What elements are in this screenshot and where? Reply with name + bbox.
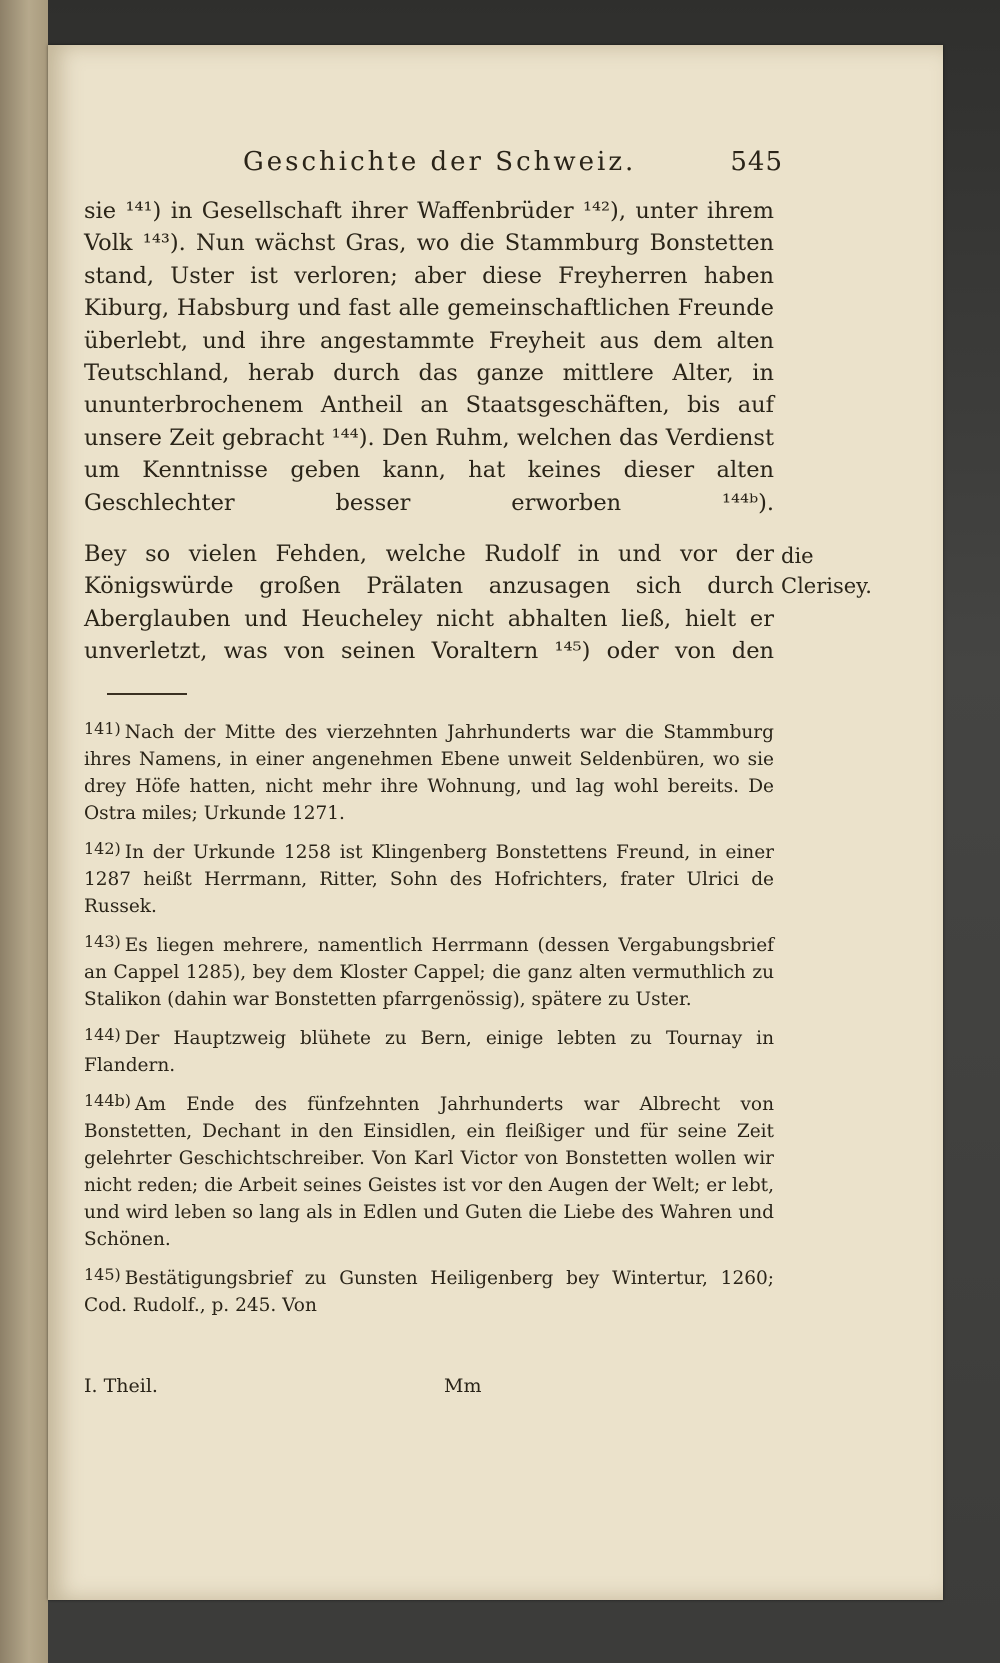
footnote	[84, 835, 774, 920]
footnote-text: Der Hauptzweig blühete zu Bern, einige lebten zu Tournay in Flandern.	[84, 1028, 774, 1076]
footnote-text: Bestätigungsbrief zu Gunsten Heiligenberg bey Wintertur, 1260; Cod. Rudolf., p. 245. Von	[84, 1268, 774, 1316]
paragraph-2-text: Bey so vielen Fehden, welche Rudolf in und vor der Königswürde großen Prälaten anzusagen sich durch Aberglauben und Heucheley nicht abhalten ließ, hielt er unverletzt, was von seinen Voraltern ¹⁴⁵) oder von den	[84, 541, 774, 665]
footnote-ref: 143)	[84, 932, 121, 951]
footnote-ref: 145)	[84, 1265, 121, 1284]
footnotes	[84, 715, 774, 1327]
footnote	[84, 715, 774, 827]
page-number: 545	[730, 147, 783, 177]
footnote-text: Es liegen mehrere, namentlich Herrmann (dessen Vergabungsbrief an Cappel 1285), bey dem Kloster Cappel; die ganz alten vermuthlich zu Stalikon (dahin war Bonstetten pfarrgenössig), spätere zu Uster.	[84, 935, 774, 1010]
footnote-ref: 144b)	[84, 1091, 132, 1110]
gathering-signature: Mm	[444, 1375, 482, 1397]
footnote-text: Nach der Mitte des vierzehnten Jahrhunderts war die Stammburg ihres Namens, in einer angenehmen Ebene unweit Seldenbüren, wo sie drey Höfe hatten, nicht mehr ihre Wohnung, und lag wohl bereits. De Ostra miles; Urkunde 1271.	[84, 722, 774, 824]
footnote-separator	[107, 693, 187, 695]
page-545	[48, 45, 943, 1600]
footnote	[84, 1261, 774, 1319]
footnote	[84, 1087, 774, 1253]
signature-line	[84, 1375, 774, 1405]
margin-note: die Clerisey.	[781, 544, 872, 598]
running-header	[243, 147, 783, 187]
paragraph-1	[84, 195, 774, 519]
footnote-ref: 142)	[84, 839, 121, 858]
paragraph-2	[84, 538, 774, 668]
volume-signature: I. Theil.	[84, 1375, 158, 1397]
footnote-ref: 141)	[84, 719, 121, 738]
footnote	[84, 1021, 774, 1079]
footnote-ref: 144)	[84, 1025, 121, 1044]
footnote-text: In der Urkunde 1258 ist Klingenberg Bonstettens Freund, in einer 1287 heißt Herrmann, Ritter, Sohn des Hofrichters, frater Ulrici de Russek.	[84, 842, 774, 917]
running-title: Geschichte der Schweiz.	[243, 147, 637, 177]
footnote	[84, 928, 774, 1013]
paragraph-1-text: sie ¹⁴¹) in Gesellschaft ihrer Waffenbrüder ¹⁴²), unter ihrem Volk ¹⁴³). Nun wächst Gras, wo die Stammburg Bonstetten stand, Uster ist verloren; aber diese Freyherren haben Kiburg, Habsburg und fast alle gemeinschaftlichen Freunde überlebt, und ihre angestammte Freyheit aus dem alten Teutschland, herab durch das ganze mittlere Alter, in ununterbrochenem Antheil an Staatsgeschäften, bis auf unsere Zeit gebracht ¹⁴⁴). Den Ruhm, welchen das Verdienst um Kenntnisse geben kann, hat keines dieser alten Geschlechter besser erworben ¹⁴⁴ᵇ).	[84, 198, 774, 516]
footnote-text: Am Ende des fünfzehnten Jahrhunderts war Albrecht von Bonstetten, Dechant in den Einsidlen, ein fleißiger und für seine Zeit gelehrter Geschichtschreiber. Von Karl Victor von Bonstetten wollen wir nicht reden; die Arbeit seines Geistes ist vor den Augen der Welt; er lebt, und wird leben so lang als in Edlen und Guten die Liebe des Wahren und Schönen.	[84, 1094, 774, 1250]
previous-page-edge	[0, 0, 48, 1663]
